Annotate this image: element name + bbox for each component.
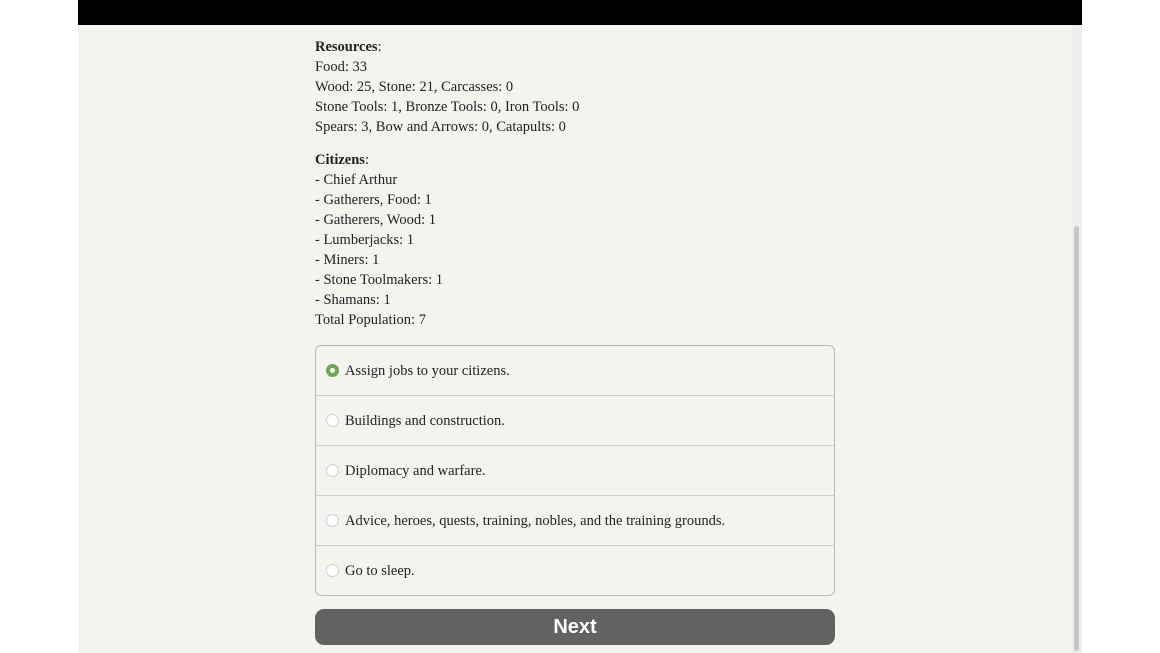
choice-label: Go to sleep. <box>345 562 415 579</box>
resource-line: Wood: 25, Stone: 21, Carcasses: 0 <box>315 79 514 95</box>
resources-heading: Resources <box>315 39 378 55</box>
radio-button[interactable] <box>326 414 339 427</box>
choice-label: Assign jobs to your citizens. <box>345 362 510 379</box>
total-population: Total Population: 7 <box>315 312 426 328</box>
citizen-line: - Lumberjacks: 1 <box>315 232 415 248</box>
citizens-section: Citizens: - Chief Arthur - Gatherers, Food: 1 - Gatherers, Wood: 1 - Lumberjacks: 1 - Miners: 1 - Stone Toolmakers: 1 - Shamans: 1 Total Population: 7 <box>315 150 835 330</box>
radio-button[interactable] <box>326 464 339 477</box>
choice-list <box>315 345 835 596</box>
top-black-bar <box>78 0 1082 25</box>
choice-buildings[interactable] <box>316 395 834 445</box>
choice-label: Diplomacy and warfare. <box>345 462 486 479</box>
resources-section: Resources: Food: 33 Wood: 25, Stone: 21, Carcasses: 0 Stone Tools: 1, Bronze Tools: 0, Iron Tools: 0 Spears: 3, Bow and Arrows: 0, Catapults: 0 <box>315 37 835 137</box>
resource-line: Spears: 3, Bow and Arrows: 0, Catapults: 0 <box>315 119 566 135</box>
resource-line: Stone Tools: 1, Bronze Tools: 0, Iron Tools: 0 <box>315 99 580 115</box>
choice-sleep[interactable] <box>316 545 834 595</box>
next-button[interactable]: Next <box>315 609 835 645</box>
choice-assign-jobs[interactable] <box>316 346 834 395</box>
citizen-line: - Gatherers, Food: 1 <box>315 192 432 208</box>
citizen-line: - Stone Toolmakers: 1 <box>315 272 443 288</box>
scrollbar-thumb[interactable] <box>1074 226 1079 651</box>
choice-diplomacy[interactable] <box>316 445 834 495</box>
choice-advice[interactable] <box>316 495 834 545</box>
choice-label: Buildings and construction. <box>345 412 505 429</box>
citizen-line: - Shamans: 1 <box>315 292 391 308</box>
choice-label: Advice, heroes, quests, training, nobles, and the training grounds. <box>345 512 726 529</box>
citizen-line: - Miners: 1 <box>315 252 380 268</box>
radio-button[interactable] <box>326 364 339 377</box>
citizen-line: - Chief Arthur <box>315 172 398 188</box>
radio-button[interactable] <box>326 564 339 577</box>
radio-button[interactable] <box>326 514 339 527</box>
scrollbar[interactable] <box>1072 25 1082 653</box>
game-content <box>315 37 835 645</box>
citizen-line: - Gatherers, Wood: 1 <box>315 212 436 228</box>
resource-line: Food: 33 <box>315 59 367 75</box>
citizens-heading: Citizens <box>315 152 365 168</box>
